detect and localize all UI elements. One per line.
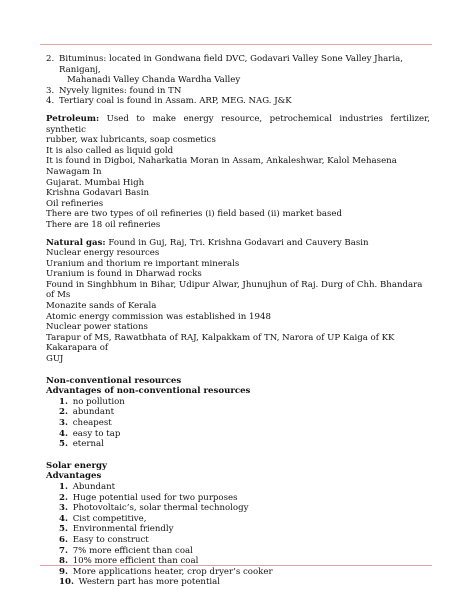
list-text: Photovoltaic’s, solar thermal technology [69, 503, 249, 514]
list-text: easy to tap [69, 428, 121, 439]
list-number: 2. [46, 54, 55, 64]
list-item [59, 577, 430, 588]
list-item [59, 397, 430, 408]
text-line: Gujarat. Mumbai High [46, 177, 145, 188]
list-text: More applications heater, crop dryer’s cooker [69, 566, 273, 577]
list-number: 4. [46, 96, 55, 107]
list-item [59, 514, 430, 525]
text-line: Oil refineries [46, 198, 104, 209]
list-text: cheapest [69, 418, 112, 428]
list-number: 2. [59, 492, 68, 503]
list-item [59, 418, 430, 429]
text-line: rubber, wax lubricants, soap cosmetics [46, 135, 216, 146]
list-text: Tertiary coal is found in Assam. ARP, MEG. NAG. J&K [59, 96, 292, 107]
text-line: GUJ [46, 354, 64, 365]
list-item [59, 407, 430, 418]
list-number: 9. [59, 566, 68, 577]
list-item [59, 524, 430, 535]
list-item [59, 567, 430, 578]
text-line: It is found in Digboi, Naharkatia Moran in Assam, Ankaleshwar, Kalol Mehasena Nawagam In [46, 156, 397, 177]
list-text: Mahanadi Valley Chanda Wardha Valley [67, 75, 241, 86]
list-text: Huge potential used for two purposes [69, 492, 238, 503]
text-line: Monazite sands of Kerala [46, 301, 157, 312]
list-number: 6. [59, 534, 68, 545]
petroleum-section [46, 114, 430, 231]
list-item [59, 429, 430, 440]
list-number: 3. [59, 503, 68, 514]
list-number: 3. [59, 418, 68, 428]
section-subheading: Advantages [46, 471, 102, 482]
list-text: eternal [69, 439, 104, 450]
petroleum-label: Petroleum: [46, 113, 100, 124]
list-number: 8. [59, 556, 68, 567]
text-line: Atomic energy commission was established in 1948 [46, 311, 271, 322]
list-text: Environmental friendly [69, 524, 174, 535]
list-item [46, 86, 430, 97]
text-line: There are 18 oil refineries [46, 219, 161, 230]
list-item [59, 546, 430, 557]
list-text: Bituminus: located in Gondwana field DVC, Godavari Valley Sone Valley Jharia, Raniganj, [59, 54, 404, 75]
petroleum-text: Used to make energy resource, petrochemical industries fertilizer, synthetic [46, 113, 430, 135]
text-line: There are two types of oil refineries (i) field based (ii) market based [46, 209, 342, 220]
text-line: Nuclear energy resources [46, 248, 160, 259]
coal-list [46, 54, 430, 107]
list-text: Western part has more potential [75, 577, 221, 588]
list-item [59, 482, 430, 493]
list-text: Abundant [69, 481, 116, 492]
section-subheading: Advantages of non-conventional resources [46, 386, 251, 397]
list-text: abundant [69, 407, 115, 418]
list-number: 1. [59, 481, 68, 492]
list-number: 7. [59, 545, 68, 556]
list-number: 2. [59, 407, 68, 418]
bottom-rule [40, 565, 432, 566]
text-line: Uranium is found in Dharwad rocks [46, 269, 202, 280]
text-line: It is also called as liquid gold [46, 145, 174, 156]
list-number: 4. [59, 428, 68, 439]
list-number: 5. [59, 439, 68, 450]
list-number: 4. [59, 513, 68, 524]
list-number: 10. [59, 577, 74, 588]
list-number: 1. [59, 396, 68, 407]
list-item [59, 439, 430, 450]
list-text: no pollution [69, 396, 125, 407]
list-item [46, 54, 430, 86]
section-heading: Non-conventional resources [46, 375, 182, 386]
text-line: Tarapur of MS, Rawatbhata of RAJ, Kalpakkam of TN, Narora of UP Kaiga of KK Kakarapara of [46, 332, 395, 354]
natural-gas-text: Found in Guj, Raj, Tri. Krishna Godavari and Cauvery Basin [105, 237, 369, 248]
list-item [59, 503, 430, 514]
list-number: 3. [46, 85, 55, 96]
top-rule [40, 44, 432, 45]
page-content [46, 54, 430, 588]
list-text: Nyvely lignites: found in TN [59, 85, 182, 96]
list-text: Easy to construct [69, 534, 149, 545]
natural-gas-section [46, 238, 430, 365]
advantages-list [46, 397, 430, 450]
text-line: Found in Singhbhum in Bihar, Udipur Alwar, Jhunujhun of Raj. Durg of Chh. Bhandara of Ms [46, 279, 423, 301]
section-heading: Solar energy [46, 460, 108, 471]
non-conventional-section [46, 376, 430, 450]
text-line: Uranium and thorium re important minerals [46, 258, 240, 269]
list-item [46, 96, 430, 107]
list-text: 10% more efficient than coal [69, 556, 199, 567]
natural-gas-label: Natural gas: [46, 237, 106, 248]
list-text: Cist competitive, [69, 513, 147, 524]
solar-section [46, 461, 430, 588]
list-text: 7% more efficient than coal [69, 545, 193, 556]
text-line: Nuclear power stations [46, 322, 148, 333]
list-item [59, 535, 430, 546]
solar-advantages-list [46, 482, 430, 588]
list-number: 5. [59, 524, 68, 535]
list-item [59, 493, 430, 504]
text-line: Krishna Godavari Basin [46, 188, 149, 199]
